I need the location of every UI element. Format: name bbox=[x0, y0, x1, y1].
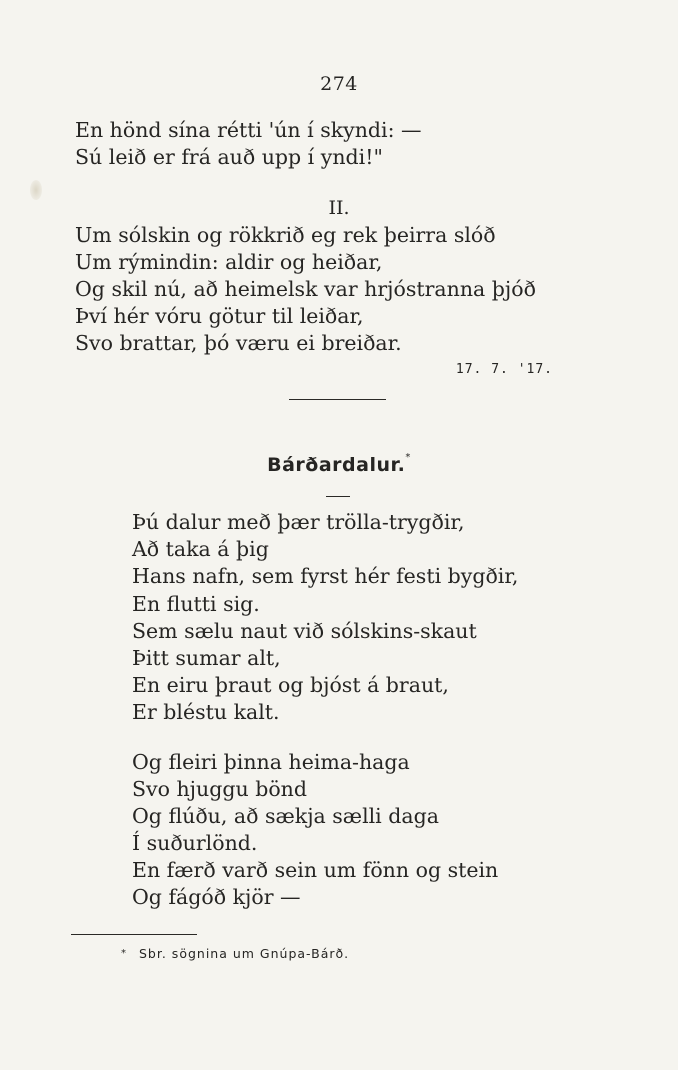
verse-line: Að taka á þig bbox=[132, 537, 269, 561]
verse-line: Og fágóð kjör — bbox=[132, 885, 301, 909]
page-number: 274 bbox=[320, 73, 358, 95]
footnote-reference: * bbox=[405, 452, 411, 463]
verse-line: Sú leið er frá auð upp í yndi!" bbox=[75, 145, 383, 169]
verse-line: Um sólskin og rökkrið eg rek þeirra slóð bbox=[75, 223, 496, 247]
poem-date: 17. 7. '17. bbox=[455, 362, 553, 377]
verse-line: Sem sælu naut við sólskins-skaut bbox=[132, 619, 477, 643]
verse-line: En flutti sig. bbox=[132, 592, 260, 616]
poem-title-text: Bárðardalur. bbox=[267, 454, 406, 476]
verse-line: Og flúðu, að sækja sælli daga bbox=[132, 804, 439, 828]
verse-line: Svo brattar, þó væru ei breiðar. bbox=[75, 331, 402, 355]
verse-line: En færð varð sein um fönn og stein bbox=[132, 858, 499, 882]
section-number: II. bbox=[328, 197, 350, 219]
verse-line: Því hér vóru götur til leiðar, bbox=[75, 304, 364, 328]
footnote-mark: * bbox=[121, 948, 127, 959]
footnote bbox=[121, 946, 349, 961]
verse-line: Þú dalur með þær trölla-trygðir, bbox=[132, 510, 465, 534]
footnote-divider bbox=[71, 934, 197, 935]
verse-line: Svo hjuggu bönd bbox=[132, 777, 308, 801]
poem-title bbox=[0, 454, 678, 476]
verse-line: Í suðurlönd. bbox=[132, 831, 258, 855]
verse-line: En eiru þraut og bjóst á braut, bbox=[132, 673, 449, 697]
section-divider bbox=[289, 399, 386, 400]
verse-line: Er bléstu kalt. bbox=[132, 700, 280, 724]
verse-line: Um rýmindin: aldir og heiðar, bbox=[75, 250, 383, 274]
title-divider bbox=[326, 496, 350, 497]
verse-line: Og skil nú, að heimelsk var hrjóstranna þjóð bbox=[75, 277, 536, 301]
verse-line: Og fleiri þinna heima-haga bbox=[132, 750, 410, 774]
verse-line: Þitt sumar alt, bbox=[132, 646, 281, 670]
footnote-text: Sbr. sögnina um Gnúpa-Bárð. bbox=[139, 946, 350, 961]
verse-line: En hönd sína rétti 'ún í skyndi: — bbox=[75, 118, 422, 142]
verse-line: Hans nafn, sem fyrst hér festi bygðir, bbox=[132, 564, 519, 588]
